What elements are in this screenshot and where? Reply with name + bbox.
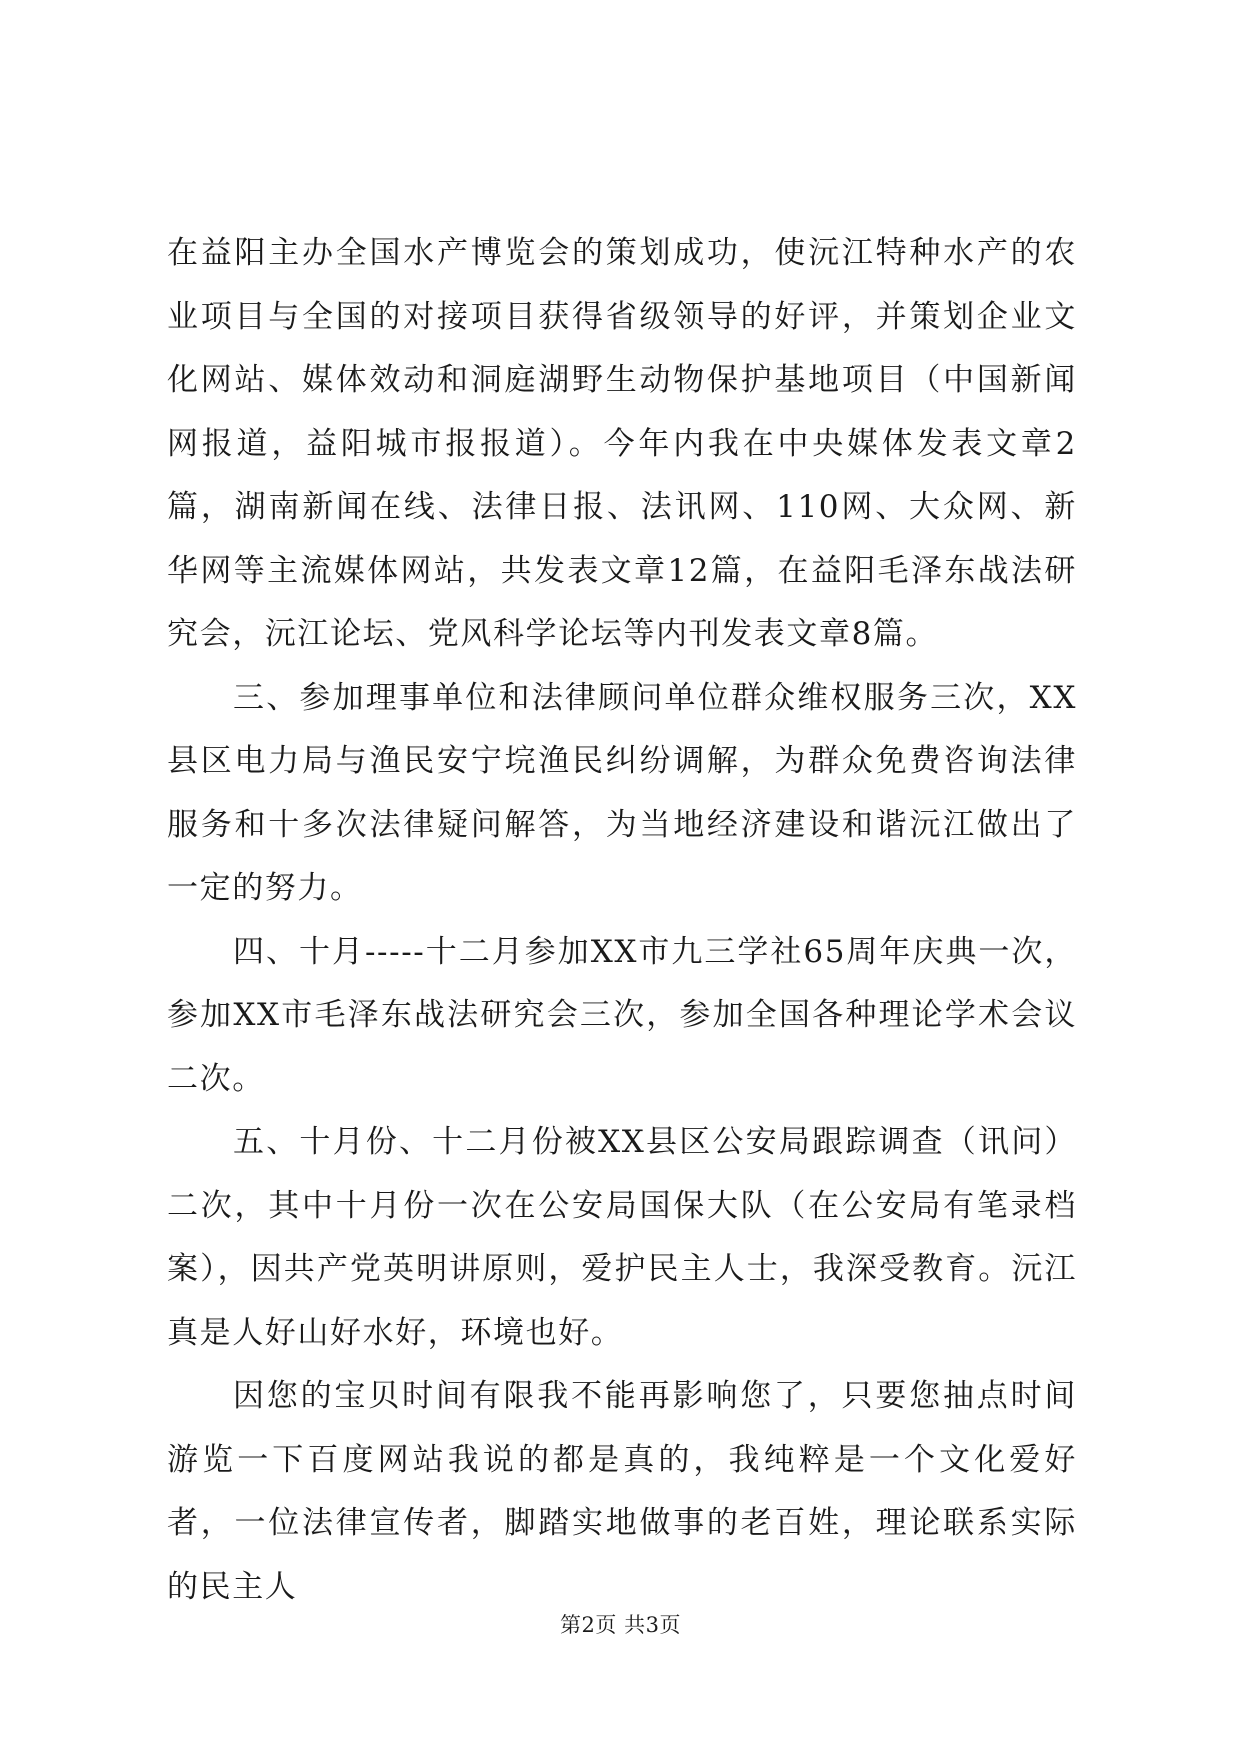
paragraph-closing: 因您的宝贝时间有限我不能再影响您了，只要您抽点时间游览一下百度网站我说的都是真的，我纯粹是一个文化爱好者，一位法律宣传者，脚踏实地做事的老百姓，理论联系实际的民主人 [167, 1378, 1077, 1605]
paragraph-item-four: 四、十月-----十二月参加XX市九三学社65周年庆典一次，参加XX市毛泽东战法研究会三次，参加全国各种理论学术会议二次。 [167, 933, 1077, 1097]
paragraph-media-publications: 在益阳主办全国水产博览会的策划成功，使沅江特种水产的农业项目与全国的对接项目获得省级领导的好评，并策划企业文化网站、媒体效动和洞庭湖野生动物保护基地项目（中国新闻网报道，益阳城市报报道）。今年内我在中央媒体发表文章2篇，湖南新闻在线、法律日报、法讯网、110网、大众网、新华网等主流媒体网站，共发表文章12篇，在益阳毛泽东战法研究会，沅江论坛、党风科学论坛等内刊发表文章8篇。 [167, 235, 1077, 652]
paragraph-item-three: 三、参加理事单位和法律顾问单位群众维权服务三次，XX县区电力局与渔民安宁垸渔民纠纷调解，为群众免费咨询法律服务和十多次法律疑问解答，为当地经济建设和谐沅江做出了一定的努力。 [167, 679, 1077, 906]
paragraph-item-five: 五、十月份、十二月份被XX县区公安局跟踪调查（讯问）二次，其中十月份一次在公安局国保大队（在公安局有笔录档案），因共产党英明讲原则，爱护民主人士，我深受教育。沅江真是人好山好水好，环境也好。 [167, 1124, 1077, 1351]
document-body [167, 222, 1077, 1619]
page-number-footer: 第2页 共3页 [560, 1613, 681, 1637]
